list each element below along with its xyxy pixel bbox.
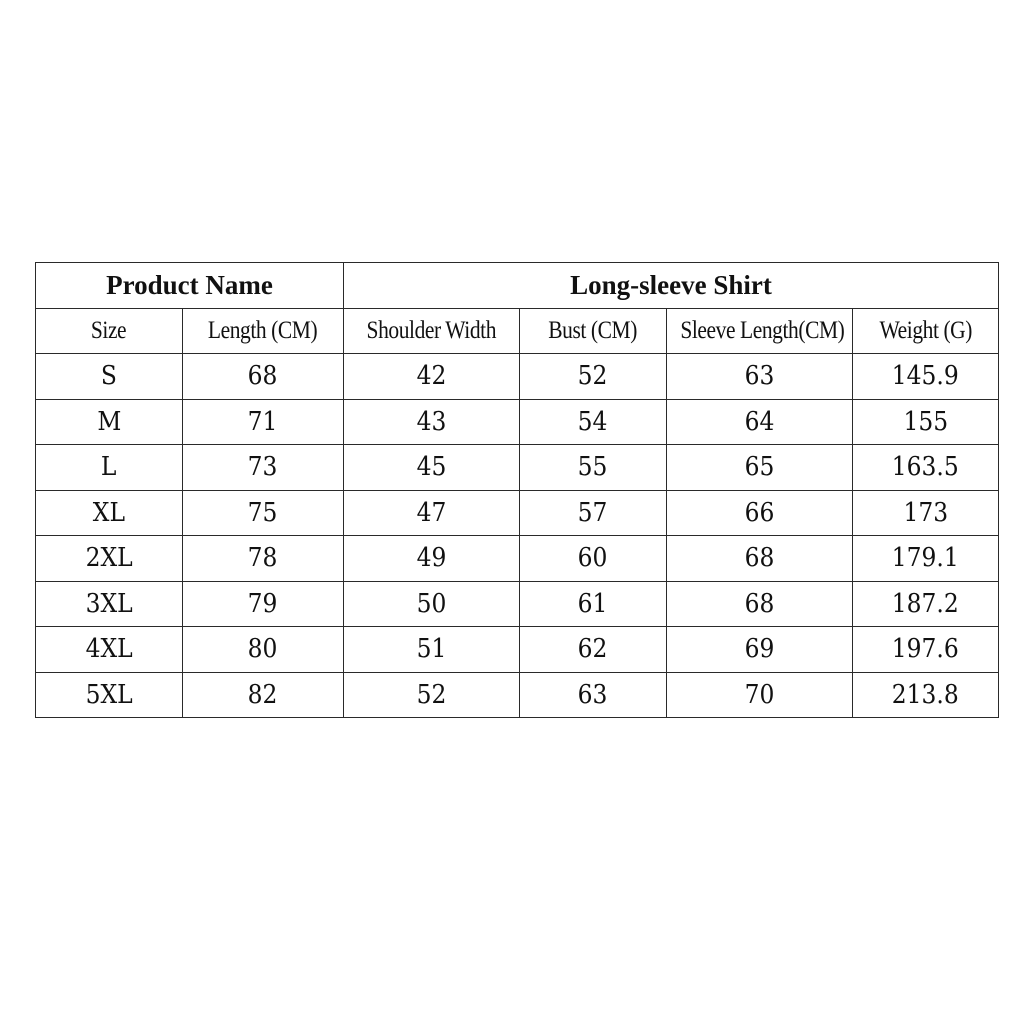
cell-weight: 155 <box>853 399 999 445</box>
cell-weight: 145.9 <box>853 354 999 400</box>
cell-shoulder-width: 45 <box>344 445 520 491</box>
cell-bust: 62 <box>520 627 667 673</box>
cell-size: 2XL <box>36 536 183 582</box>
table-row <box>36 490 999 536</box>
header-cell-bust: Bust (CM) <box>520 308 667 354</box>
cell-length: 71 <box>183 399 344 445</box>
size-chart-table <box>35 262 999 718</box>
cell-sleeve-length: 68 <box>667 581 853 627</box>
cell-bust: 61 <box>520 581 667 627</box>
cell-shoulder-width: 51 <box>344 627 520 673</box>
cell-size: 5XL <box>36 672 183 718</box>
cell-weight: 197.6 <box>853 627 999 673</box>
cell-length: 73 <box>183 445 344 491</box>
cell-length: 78 <box>183 536 344 582</box>
product-name-value: Long-sleeve Shirt <box>344 263 999 309</box>
cell-length: 82 <box>183 672 344 718</box>
cell-weight: 187.2 <box>853 581 999 627</box>
cell-length: 75 <box>183 490 344 536</box>
table-row <box>36 627 999 673</box>
cell-size: M <box>36 399 183 445</box>
cell-size: L <box>36 445 183 491</box>
table-row <box>36 399 999 445</box>
cell-bust: 52 <box>520 354 667 400</box>
table-row <box>36 536 999 582</box>
cell-weight: 173 <box>853 490 999 536</box>
cell-weight: 163.5 <box>853 445 999 491</box>
table-row <box>36 445 999 491</box>
cell-sleeve-length: 64 <box>667 399 853 445</box>
cell-shoulder-width: 47 <box>344 490 520 536</box>
cell-weight: 213.8 <box>853 672 999 718</box>
cell-bust: 63 <box>520 672 667 718</box>
cell-sleeve-length: 63 <box>667 354 853 400</box>
header-cell-weight: Weight (G) <box>853 308 999 354</box>
cell-sleeve-length: 70 <box>667 672 853 718</box>
cell-weight: 179.1 <box>853 536 999 582</box>
cell-bust: 54 <box>520 399 667 445</box>
cell-shoulder-width: 50 <box>344 581 520 627</box>
table-row <box>36 672 999 718</box>
title-row <box>36 263 999 309</box>
product-name-label: Product Name <box>36 263 344 309</box>
table-row <box>36 581 999 627</box>
header-row <box>36 308 999 354</box>
cell-bust: 57 <box>520 490 667 536</box>
cell-sleeve-length: 66 <box>667 490 853 536</box>
cell-size: 4XL <box>36 627 183 673</box>
cell-sleeve-length: 68 <box>667 536 853 582</box>
cell-sleeve-length: 65 <box>667 445 853 491</box>
cell-bust: 60 <box>520 536 667 582</box>
cell-shoulder-width: 49 <box>344 536 520 582</box>
cell-length: 79 <box>183 581 344 627</box>
header-cell-size: Size <box>36 308 183 354</box>
header-cell-length: Length (CM) <box>183 308 344 354</box>
cell-size: XL <box>36 490 183 536</box>
cell-sleeve-length: 69 <box>667 627 853 673</box>
cell-size: 3XL <box>36 581 183 627</box>
cell-bust: 55 <box>520 445 667 491</box>
cell-shoulder-width: 43 <box>344 399 520 445</box>
header-cell-shoulder-width: Shoulder Width <box>344 308 520 354</box>
cell-length: 68 <box>183 354 344 400</box>
cell-shoulder-width: 42 <box>344 354 520 400</box>
table-row <box>36 354 999 400</box>
cell-size: S <box>36 354 183 400</box>
header-cell-sleeve-length: Sleeve Length(CM) <box>667 308 853 354</box>
cell-shoulder-width: 52 <box>344 672 520 718</box>
cell-length: 80 <box>183 627 344 673</box>
